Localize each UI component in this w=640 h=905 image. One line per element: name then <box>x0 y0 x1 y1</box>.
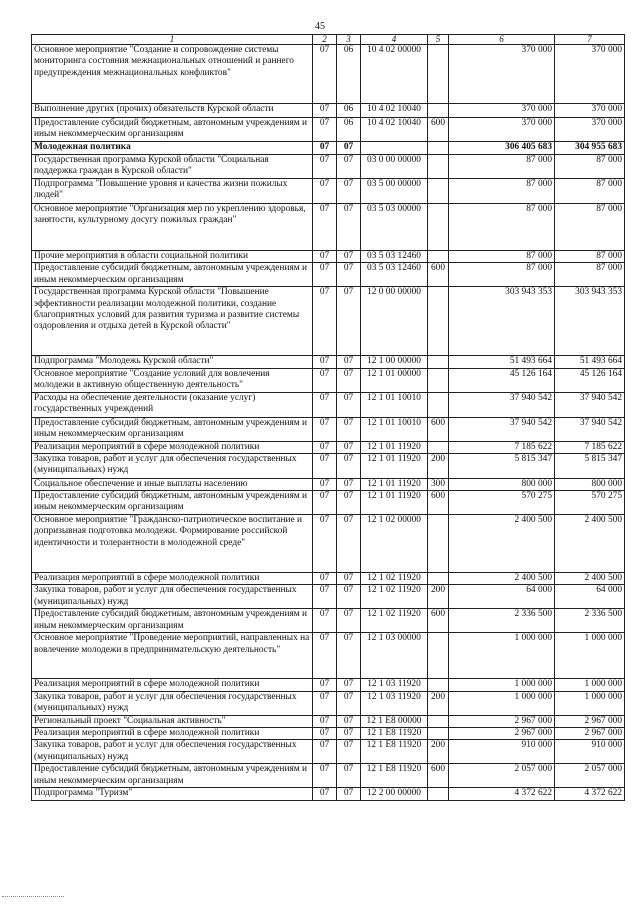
row-expense-type <box>428 356 449 368</box>
row-subsection: 07 <box>337 263 361 287</box>
row-subsection: 07 <box>337 740 361 764</box>
row-target-article: 12 1 01 11920 <box>361 491 428 515</box>
row-name: Основное мероприятие "Гражданско-патриотическое воспитание и допризывная подготовка молодежи. Формирование российской идентичности и толерантности в молодежной среде" <box>32 515 313 573</box>
row-expense-type: 200 <box>428 453 449 478</box>
row-target-article: 12 1 02 11920 <box>361 609 428 633</box>
row-amount-year1: 1 000 000 <box>449 691 555 715</box>
row-amount-year2: 51 493 664 <box>555 356 625 368</box>
row-name: Закупка товаров, работ и услуг для обеспечения государственных (муниципальных) нужд <box>32 691 313 715</box>
row-amount-year1: 87 000 <box>449 263 555 287</box>
scan-artifact <box>2 896 64 899</box>
row-subsection: 07 <box>337 392 361 417</box>
row-subsection: 07 <box>337 155 361 179</box>
row-expense-type: 600 <box>428 118 449 142</box>
row-name: Подпрограмма "Молодежь Курской области" <box>32 356 313 368</box>
row-amount-year1: 306 405 683 <box>449 142 555 155</box>
row-amount-year2: 87 000 <box>555 263 625 287</box>
row-target-article: 03 0 00 00000 <box>361 155 428 179</box>
row-amount-year2: 7 185 622 <box>555 441 625 453</box>
row-amount-year1: 2 336 500 <box>449 609 555 633</box>
row-amount-year1: 570 275 <box>449 491 555 515</box>
table-row <box>32 453 625 478</box>
row-amount-year1: 2 400 500 <box>449 515 555 573</box>
row-name: Государственная программа Курской области "Повышение эффективности реализации молодежной политики, создание благоприятных условий для развития туризма и развитие системы оздоровления и отдыха детей в Курской области" <box>32 287 313 356</box>
col-header-5: 5 <box>428 35 449 45</box>
row-section: 07 <box>313 251 337 263</box>
row-expense-type <box>428 633 449 679</box>
row-amount-year1: 87 000 <box>449 155 555 179</box>
row-target-article: 12 2 00 00000 <box>361 788 428 800</box>
table-row <box>32 45 625 104</box>
row-name: Основное мероприятие "Создание условий для вовлечения молодежи в активную общественную деятельность" <box>32 368 313 392</box>
row-target-article: 12 1 03 00000 <box>361 633 428 679</box>
table-row <box>32 263 625 287</box>
table-row <box>32 740 625 764</box>
row-section: 07 <box>313 392 337 417</box>
row-section: 07 <box>313 179 337 204</box>
row-target-article: 10 4 02 00000 <box>361 45 428 104</box>
row-section: 07 <box>313 287 337 356</box>
row-amount-year2: 45 126 164 <box>555 368 625 392</box>
col-header-1: 1 <box>32 35 313 45</box>
row-section: 07 <box>313 788 337 800</box>
row-target-article: 03 5 00 00000 <box>361 179 428 204</box>
col-header-6: 6 <box>449 35 555 45</box>
row-name: Реализация мероприятий в сфере молодежной политики <box>32 573 313 585</box>
row-target-article: 12 1 01 10010 <box>361 392 428 417</box>
row-target-article: 12 1 00 00000 <box>361 356 428 368</box>
row-expense-type <box>428 45 449 104</box>
row-expense-type <box>428 392 449 417</box>
table-row <box>32 491 625 515</box>
table-row <box>32 764 625 788</box>
col-header-2: 2 <box>313 35 337 45</box>
row-amount-year1: 370 000 <box>449 118 555 142</box>
row-amount-year1: 370 000 <box>449 104 555 118</box>
row-target-article: 12 1 01 00000 <box>361 368 428 392</box>
row-amount-year1: 2 967 000 <box>449 728 555 740</box>
row-target-article: 03 5 03 12460 <box>361 263 428 287</box>
row-amount-year1: 370 000 <box>449 45 555 104</box>
row-amount-year1: 303 943 353 <box>449 287 555 356</box>
row-amount-year2: 2 400 500 <box>555 573 625 585</box>
row-expense-type <box>428 155 449 179</box>
row-subsection: 06 <box>337 104 361 118</box>
row-amount-year2: 370 000 <box>555 118 625 142</box>
row-name: Подпрограмма "Повышение уровня и качества жизни пожилых людей" <box>32 179 313 204</box>
row-subsection: 07 <box>337 453 361 478</box>
row-amount-year2: 5 815 347 <box>555 453 625 478</box>
row-amount-year2: 2 967 000 <box>555 728 625 740</box>
row-amount-year2: 800 000 <box>555 478 625 490</box>
row-subsection: 06 <box>337 118 361 142</box>
row-amount-year2: 4 372 622 <box>555 788 625 800</box>
row-amount-year1: 7 185 622 <box>449 441 555 453</box>
row-section: 07 <box>313 740 337 764</box>
row-subsection: 07 <box>337 679 361 691</box>
row-name: Выполнение других (прочих) обязательств Курской области <box>32 104 313 118</box>
row-amount-year2: 64 000 <box>555 585 625 609</box>
row-section: 07 <box>313 633 337 679</box>
row-amount-year2: 370 000 <box>555 104 625 118</box>
row-target-article: 03 5 03 12460 <box>361 251 428 263</box>
table-row <box>32 633 625 679</box>
row-amount-year2: 2 057 000 <box>555 764 625 788</box>
row-name: Социальное обеспечение и иные выплаты населению <box>32 478 313 490</box>
row-target-article: 03 5 03 00000 <box>361 204 428 251</box>
table-row <box>32 417 625 441</box>
row-subsection: 07 <box>337 585 361 609</box>
row-name: Реализация мероприятий в сфере молодежной политики <box>32 679 313 691</box>
row-name: Молодежная политика <box>32 142 313 155</box>
row-section: 07 <box>313 142 337 155</box>
row-amount-year2: 2 400 500 <box>555 515 625 573</box>
row-section: 07 <box>313 491 337 515</box>
row-section: 07 <box>313 585 337 609</box>
row-amount-year2: 1 000 000 <box>555 691 625 715</box>
row-amount-year2: 37 940 542 <box>555 417 625 441</box>
row-name: Основное мероприятие "Создание и сопровождение системы мониторинга состояния межнациональных отношений и раннего предупреждения межнациональных конфликтов" <box>32 45 313 104</box>
row-amount-year2: 370 000 <box>555 45 625 104</box>
row-expense-type <box>428 515 449 573</box>
row-amount-year1: 45 126 164 <box>449 368 555 392</box>
row-section: 07 <box>313 515 337 573</box>
row-subsection: 07 <box>337 251 361 263</box>
row-expense-type: 200 <box>428 585 449 609</box>
row-name: Предоставление субсидий бюджетным, автономным учреждениям и иным некоммерческим организациям <box>32 764 313 788</box>
row-expense-type <box>428 287 449 356</box>
table-row <box>32 142 625 155</box>
row-subsection: 07 <box>337 515 361 573</box>
row-target-article: 12 1 02 11920 <box>361 573 428 585</box>
row-amount-year2: 2 967 000 <box>555 715 625 727</box>
row-section: 07 <box>313 417 337 441</box>
row-expense-type <box>428 715 449 727</box>
row-name: Расходы на обеспечение деятельности (оказание услуг) государственных учреждений <box>32 392 313 417</box>
row-subsection: 06 <box>337 45 361 104</box>
budget-table <box>31 34 625 801</box>
row-amount-year2: 87 000 <box>555 155 625 179</box>
col-header-3: 3 <box>337 35 361 45</box>
row-name: Закупка товаров, работ и услуг для обеспечения государственных (муниципальных) нужд <box>32 453 313 478</box>
row-target-article: 12 1 E8 11920 <box>361 728 428 740</box>
row-amount-year1: 800 000 <box>449 478 555 490</box>
row-name: Предоставление субсидий бюджетным, автономным учреждениям и иным некоммерческим организациям <box>32 118 313 142</box>
row-amount-year2: 570 275 <box>555 491 625 515</box>
col-header-4: 4 <box>361 35 428 45</box>
row-amount-year2: 87 000 <box>555 204 625 251</box>
table-row <box>32 573 625 585</box>
row-amount-year1: 51 493 664 <box>449 356 555 368</box>
row-expense-type: 200 <box>428 740 449 764</box>
row-name: Реализация мероприятий в сфере молодежной политики <box>32 728 313 740</box>
table-row <box>32 287 625 356</box>
row-target-article: 12 1 01 11920 <box>361 453 428 478</box>
row-amount-year1: 4 372 622 <box>449 788 555 800</box>
row-amount-year2: 303 943 353 <box>555 287 625 356</box>
row-amount-year1: 37 940 542 <box>449 417 555 441</box>
row-section: 07 <box>313 441 337 453</box>
row-section: 07 <box>313 356 337 368</box>
row-target-article: 10 4 02 10040 <box>361 104 428 118</box>
row-target-article: 12 1 01 11920 <box>361 478 428 490</box>
row-section: 07 <box>313 679 337 691</box>
row-section: 07 <box>313 118 337 142</box>
row-section: 07 <box>313 45 337 104</box>
row-target-article: 12 1 03 11920 <box>361 691 428 715</box>
row-subsection: 07 <box>337 179 361 204</box>
row-name: Основное мероприятие "Организация мер по укреплению здоровья, занятости, культурному досугу пожилых граждан" <box>32 204 313 251</box>
row-target-article: 12 1 01 11920 <box>361 441 428 453</box>
row-amount-year2: 87 000 <box>555 251 625 263</box>
row-amount-year1: 5 815 347 <box>449 453 555 478</box>
row-amount-year1: 87 000 <box>449 251 555 263</box>
row-amount-year2: 2 336 500 <box>555 609 625 633</box>
row-expense-type: 600 <box>428 764 449 788</box>
table-row <box>32 728 625 740</box>
row-expense-type <box>428 441 449 453</box>
row-expense-type <box>428 679 449 691</box>
row-expense-type: 600 <box>428 417 449 441</box>
row-name: Предоставление субсидий бюджетным, автономным учреждениям и иным некоммерческим организациям <box>32 609 313 633</box>
row-subsection: 07 <box>337 368 361 392</box>
row-expense-type <box>428 142 449 155</box>
row-name: Региональный проект "Социальная активность" <box>32 715 313 727</box>
row-amount-year1: 1 000 000 <box>449 679 555 691</box>
table-row <box>32 788 625 800</box>
row-subsection: 07 <box>337 764 361 788</box>
row-name: Предоставление субсидий бюджетным, автономным учреждениям и иным некоммерческим организациям <box>32 491 313 515</box>
table-row <box>32 251 625 263</box>
table-row <box>32 155 625 179</box>
row-target-article: 12 1 01 10010 <box>361 417 428 441</box>
row-amount-year2: 1 000 000 <box>555 679 625 691</box>
row-expense-type: 600 <box>428 609 449 633</box>
row-section: 07 <box>313 728 337 740</box>
row-section: 07 <box>313 609 337 633</box>
row-name: Подпрограмма "Туризм" <box>32 788 313 800</box>
row-amount-year2: 37 940 542 <box>555 392 625 417</box>
row-subsection: 07 <box>337 287 361 356</box>
row-expense-type <box>428 251 449 263</box>
row-name: Предоставление субсидий бюджетным, автономным учреждениям и иным некоммерческим организациям <box>32 263 313 287</box>
table-row <box>32 356 625 368</box>
table-row <box>32 179 625 204</box>
row-amount-year1: 87 000 <box>449 179 555 204</box>
row-subsection: 07 <box>337 715 361 727</box>
row-amount-year1: 87 000 <box>449 204 555 251</box>
row-target-article: 12 1 E8 11920 <box>361 740 428 764</box>
row-amount-year2: 87 000 <box>555 179 625 204</box>
row-amount-year2: 304 955 683 <box>555 142 625 155</box>
table-row <box>32 104 625 118</box>
row-expense-type: 300 <box>428 478 449 490</box>
column-number-row <box>32 35 625 45</box>
row-expense-type <box>428 368 449 392</box>
row-expense-type: 600 <box>428 263 449 287</box>
table-row <box>32 204 625 251</box>
table-body <box>32 45 625 801</box>
row-target-article <box>361 142 428 155</box>
row-target-article: 12 1 E8 00000 <box>361 715 428 727</box>
row-section: 07 <box>313 368 337 392</box>
row-expense-type: 200 <box>428 691 449 715</box>
row-expense-type <box>428 179 449 204</box>
row-section: 07 <box>313 155 337 179</box>
table-row <box>32 715 625 727</box>
row-amount-year1: 1 000 000 <box>449 633 555 679</box>
row-target-article: 10 4 02 10040 <box>361 118 428 142</box>
row-amount-year1: 2 967 000 <box>449 715 555 727</box>
row-section: 07 <box>313 104 337 118</box>
row-amount-year1: 2 400 500 <box>449 573 555 585</box>
col-header-7: 7 <box>555 35 625 45</box>
row-name: Государственная программа Курской области "Социальная поддержка граждан в Курской области" <box>32 155 313 179</box>
row-section: 07 <box>313 691 337 715</box>
row-subsection: 07 <box>337 573 361 585</box>
row-subsection: 07 <box>337 691 361 715</box>
row-expense-type <box>428 728 449 740</box>
row-target-article: 12 1 02 11920 <box>361 585 428 609</box>
row-subsection: 07 <box>337 491 361 515</box>
row-name: Реализация мероприятий в сфере молодежной политики <box>32 441 313 453</box>
row-name: Прочие мероприятия в области социальной политики <box>32 251 313 263</box>
row-subsection: 07 <box>337 609 361 633</box>
row-subsection: 07 <box>337 728 361 740</box>
row-section: 07 <box>313 573 337 585</box>
row-target-article: 12 1 E8 11920 <box>361 764 428 788</box>
row-section: 07 <box>313 263 337 287</box>
row-target-article: 12 1 03 11920 <box>361 679 428 691</box>
table-row <box>32 609 625 633</box>
table-row <box>32 478 625 490</box>
row-name: Закупка товаров, работ и услуг для обеспечения государственных (муниципальных) нужд <box>32 585 313 609</box>
row-subsection: 07 <box>337 417 361 441</box>
row-target-article: 12 0 00 00000 <box>361 287 428 356</box>
row-section: 07 <box>313 204 337 251</box>
row-subsection: 07 <box>337 441 361 453</box>
row-amount-year1: 2 057 000 <box>449 764 555 788</box>
table-row <box>32 679 625 691</box>
row-expense-type <box>428 788 449 800</box>
row-expense-type <box>428 573 449 585</box>
row-amount-year1: 37 940 542 <box>449 392 555 417</box>
row-subsection: 07 <box>337 356 361 368</box>
row-expense-type: 600 <box>428 491 449 515</box>
table-row <box>32 585 625 609</box>
row-section: 07 <box>313 764 337 788</box>
row-subsection: 07 <box>337 142 361 155</box>
table-row <box>32 368 625 392</box>
row-section: 07 <box>313 715 337 727</box>
row-expense-type <box>428 204 449 251</box>
row-amount-year1: 910 000 <box>449 740 555 764</box>
row-subsection: 07 <box>337 478 361 490</box>
row-name: Закупка товаров, работ и услуг для обеспечения государственных (муниципальных) нужд <box>32 740 313 764</box>
row-target-article: 12 1 02 00000 <box>361 515 428 573</box>
table-row <box>32 392 625 417</box>
row-subsection: 07 <box>337 204 361 251</box>
row-name: Основное мероприятие "Проведение мероприятий, направленных на вовлечение молодежи в предпринимательскую деятельность" <box>32 633 313 679</box>
page-number: 45 <box>315 21 325 32</box>
table-row <box>32 515 625 573</box>
row-name: Предоставление субсидий бюджетным, автономным учреждениям и иным некоммерческим организациям <box>32 417 313 441</box>
row-expense-type <box>428 104 449 118</box>
row-section: 07 <box>313 453 337 478</box>
table-row <box>32 441 625 453</box>
row-amount-year2: 910 000 <box>555 740 625 764</box>
row-amount-year2: 1 000 000 <box>555 633 625 679</box>
row-section: 07 <box>313 478 337 490</box>
table-row <box>32 118 625 142</box>
row-subsection: 07 <box>337 788 361 800</box>
table-row <box>32 691 625 715</box>
row-amount-year1: 64 000 <box>449 585 555 609</box>
row-subsection: 07 <box>337 633 361 679</box>
